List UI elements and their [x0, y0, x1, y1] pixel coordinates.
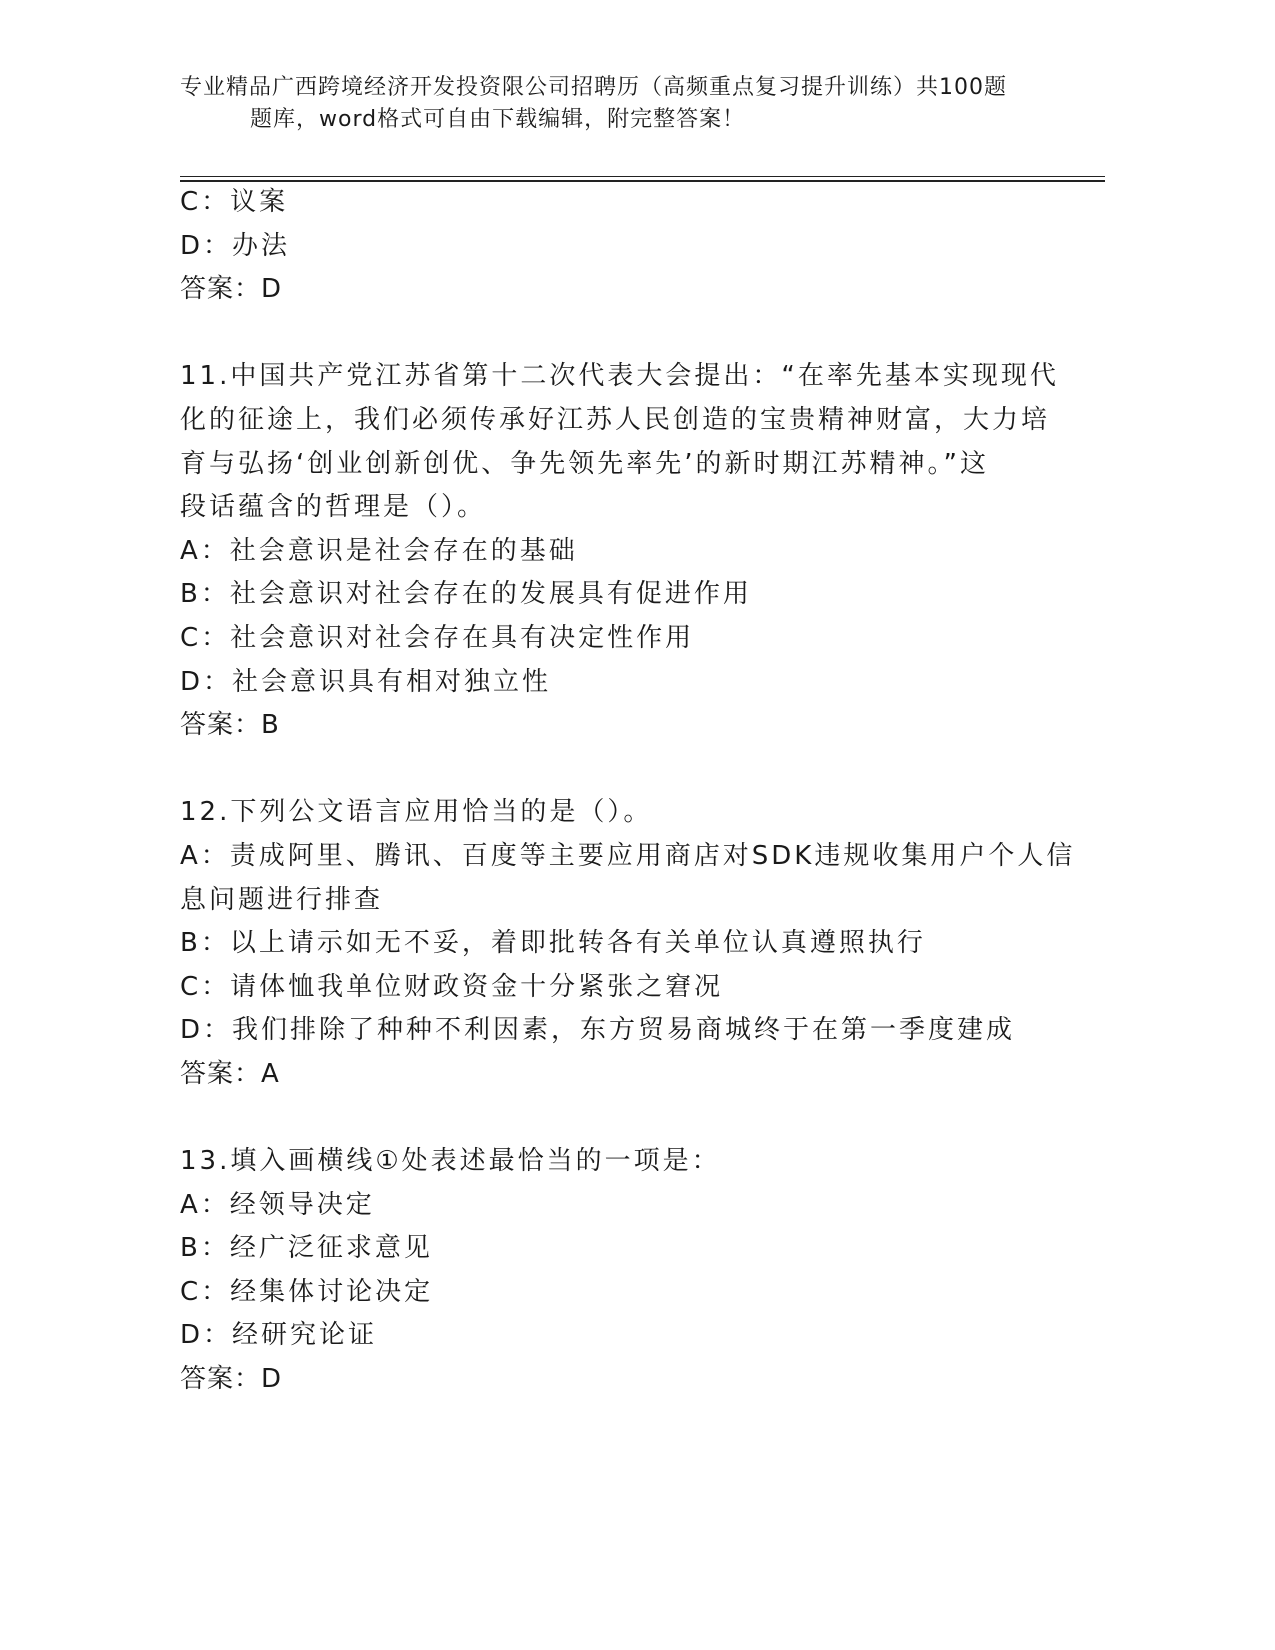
answer: 答案：B	[180, 710, 280, 741]
question-stem: 13.填入画横线①处表述最恰当的一项是：	[180, 1146, 721, 1177]
document-header	[180, 72, 1060, 136]
option-d: D：经研究论证	[180, 1320, 378, 1351]
option-c: C：社会意识对社会存在具有决定性作用	[180, 622, 695, 653]
option-a-continued: 息问题进行排查	[180, 884, 384, 915]
question-11	[180, 355, 1060, 747]
option-c: C：议案	[180, 187, 289, 217]
question-stem: 化的征途上，我们必须传承好江苏人民创造的宝贵精神财富，大力培	[180, 404, 1051, 435]
option-a: A：经领导决定	[180, 1189, 375, 1220]
answer: 答案：A	[180, 1058, 280, 1089]
question-stem: 段话蕴含的哲理是（）。	[180, 492, 487, 523]
question-10-tail	[180, 181, 1060, 312]
header-title-line1: 专业精品广西跨境经济开发投资限公司招聘历（高频重点复习提升训练）共100题	[180, 75, 1007, 100]
option-b: B：以上请示如无不妥，着即批转各有关单位认真遵照执行	[180, 928, 926, 959]
spacer	[180, 748, 1060, 792]
option-a: A：社会意识是社会存在的基础	[180, 535, 578, 566]
question-content	[180, 181, 1076, 1402]
option-b: B：经广泛征求意见	[180, 1233, 433, 1264]
question-stem: 11.中国共产党江苏省第十二次代表大会提出：“在率先基本实现现代	[180, 361, 1059, 392]
option-a: A：责成阿里、腾讯、百度等主要应用商店对SDK违规收集用户个人信	[180, 840, 1076, 871]
header-title-line2: 题库，word格式可自由下载编辑，附完整答案！	[250, 107, 746, 132]
answer: 答案：D	[180, 274, 283, 305]
question-stem: 育与弘扬‘创业创新创优、争先领先率先’的新时期江苏精神。”这	[180, 448, 989, 479]
question-13	[180, 1140, 1060, 1402]
question-12	[180, 791, 1076, 1096]
option-b: B：社会意识对社会存在的发展具有促进作用	[180, 579, 752, 610]
question-stem: 12.下列公文语言应用恰当的是（）。	[180, 797, 653, 828]
answer: 答案：D	[180, 1364, 283, 1395]
option-c: C：经集体讨论决定	[180, 1276, 434, 1307]
spacer	[180, 312, 1060, 356]
spacer	[180, 1096, 1060, 1140]
option-d: D：社会意识具有相对独立性	[180, 666, 552, 697]
header-divider-thin	[180, 176, 1105, 177]
option-d: D：我们排除了种种不利因素，东方贸易商城终于在第一季度建成	[180, 1015, 1016, 1046]
option-c: C：请体恤我单位财政资金十分紧张之窘况	[180, 971, 724, 1002]
option-d: D：办法	[180, 230, 291, 261]
